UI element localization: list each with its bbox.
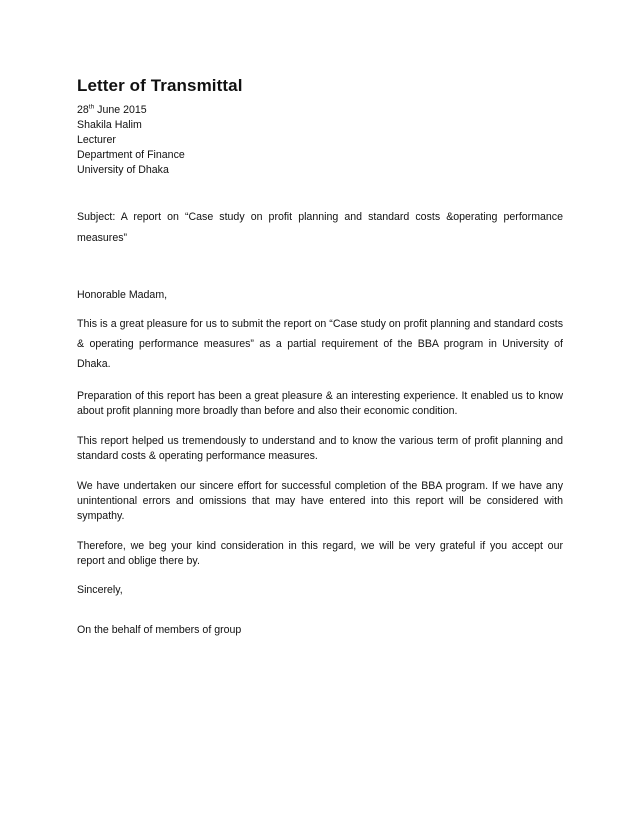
body-paragraph-4: We have undertaken our sincere effort for successful completion of the BBA program. If we have any unintentional errors and omissions that may have entered into this report will be considered with sympathy.	[77, 480, 563, 522]
letter-title: Letter of Transmittal	[77, 76, 243, 95]
letter-page	[77, 75, 563, 638]
closing: Sincerely,	[77, 584, 123, 596]
salutation: Honorable Madam,	[77, 289, 168, 301]
recipient-name: Shakila Halim	[77, 119, 142, 131]
date-day: 28	[77, 104, 89, 116]
date-suffix: th	[88, 103, 95, 111]
recipient-department: Department of Finance	[77, 149, 185, 161]
body-paragraph-2: Preparation of this report has been a great pleasure & an interesting experience. It enabled us to know about profit planning more broadly than before and also their economic condition.	[77, 390, 563, 417]
subject-line: Subject: A report on “Case study on profit planning and standard costs &operating performance measures”	[77, 211, 563, 244]
body-paragraph-1: This is a great pleasure for us to submit the report on “Case study on profit planning and standard costs & operating performance measures” as a partial requirement of the BBA program in University of Dhaka.	[77, 318, 563, 370]
recipient-title: Lecturer	[77, 134, 116, 146]
behalf-line: On the behalf of members of group	[77, 624, 242, 636]
body-paragraph-5: Therefore, we beg your kind consideration in this regard, we will be very grateful if you accept our report and oblige there by.	[77, 540, 563, 567]
date-rest: June 2015	[94, 104, 147, 116]
body-paragraph-3: This report helped us tremendously to understand and to know the various term of profit planning and standard costs & operating performance measures.	[77, 435, 563, 462]
letter-date	[77, 103, 563, 118]
recipient-block	[77, 103, 563, 178]
recipient-institution: University of Dhaka	[77, 164, 169, 176]
